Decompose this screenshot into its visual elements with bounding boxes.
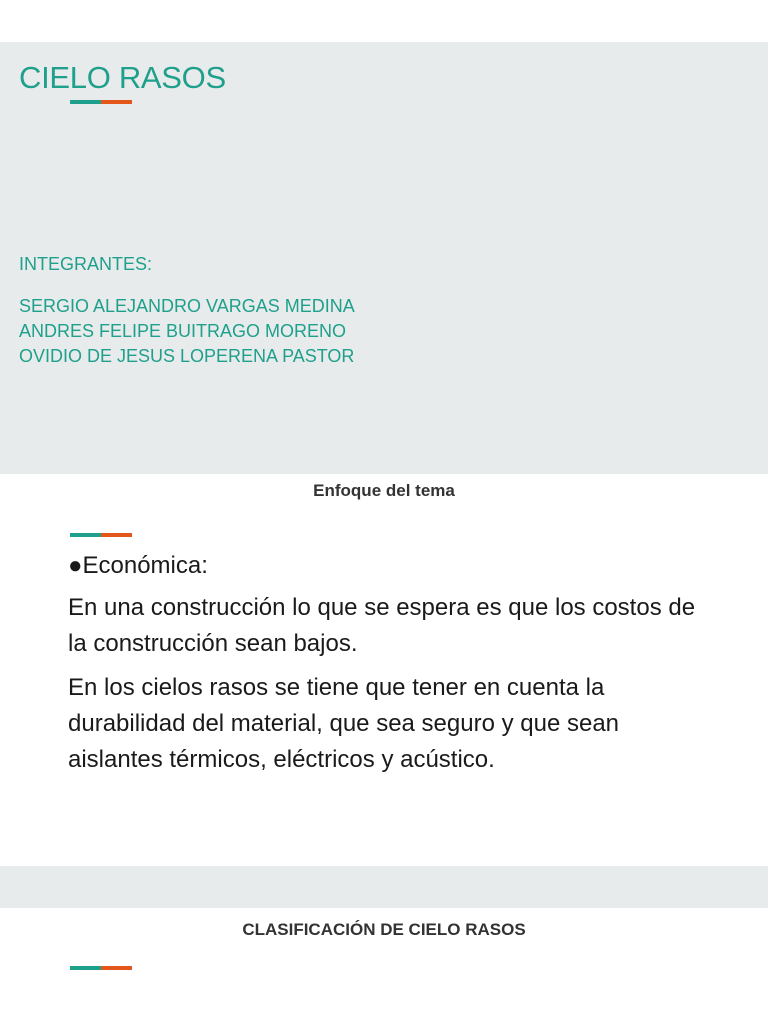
- accent-orange-segment: [101, 100, 132, 104]
- cut-off-text-line: [34, 1016, 394, 1024]
- bullet-heading: ●Económica:: [68, 552, 208, 579]
- accent-teal-segment: [70, 966, 101, 970]
- body-paragraph: En una construcción lo que se espera es que los costos de la construcción sean bajos.: [68, 594, 696, 657]
- member-name: SERGIO ALEJANDRO VARGAS MEDINA: [19, 296, 355, 316]
- accent-orange-segment: [101, 533, 132, 537]
- title-accent-bar: [70, 100, 132, 104]
- slide-content: [68, 548, 708, 786]
- page-title: CIELO RASOS: [19, 60, 226, 95]
- member-name: ANDRES FELIPE BUITRAGO MORENO: [19, 321, 347, 341]
- slide-panel-partial: [0, 866, 768, 908]
- integrantes-label: INTEGRANTES:: [19, 254, 153, 274]
- members-list: [19, 294, 355, 369]
- accent-teal-segment: [70, 100, 101, 104]
- slide-caption-enfoque: Enfoque del tema: [313, 481, 455, 500]
- member-name: OVIDIO DE JESUS LOPERENA PASTOR: [19, 346, 355, 366]
- section-accent-bar: [70, 533, 132, 537]
- body-paragraph: En los cielos rasos se tiene que tener en cuenta la durabilidad del material, que sea seguro y que sean aislantes térmicos, eléctricos y acústico.: [68, 674, 620, 773]
- slide-caption-clasificacion: CLASIFICACIÓN DE CIELO RASOS: [242, 920, 526, 939]
- accent-orange-segment: [101, 966, 132, 970]
- accent-teal-segment: [70, 533, 101, 537]
- section-accent-bar: [70, 966, 132, 970]
